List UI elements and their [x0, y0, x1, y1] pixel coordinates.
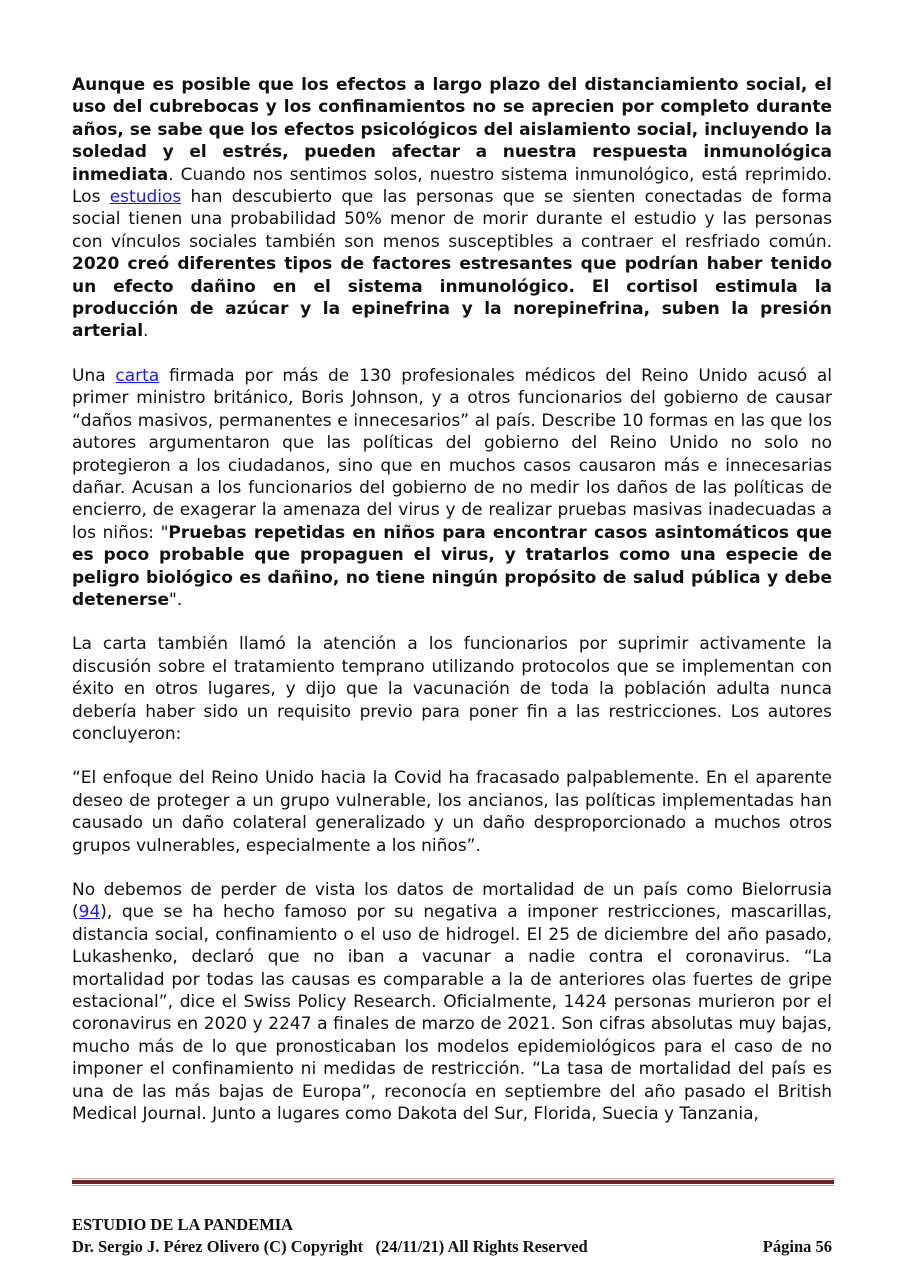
- bold-quote: Pruebas repetidas en niños para encontrar casos asintomáticos que es poco probable que propaguen el virus, y tratarlos como una especie de peligro biológico es dañino, no tiene ningún propósito de salud pública y debe detenerse: [72, 522, 832, 610]
- paragraph-2: [72, 365, 832, 611]
- page-footer: [72, 1214, 832, 1258]
- bold-text: 2020 creó diferentes tipos de factores estresantes que podrían haber tenido un efecto dañino en el sistema inmunológico. El cortisol estimula la producción de azúcar y la epinefrina y la norepinefrina, suben la presión arterial: [72, 254, 832, 342]
- paragraph-1: [72, 74, 832, 343]
- text: han descubierto que las personas que se sienten conectadas de forma social tienen una probabilidad 50% menor de morir durante el estudio y las personas con vínculos sociales también son menos susceptibles a contraer el resfriado común.: [72, 187, 832, 252]
- text: .: [143, 321, 149, 342]
- paragraph-3: La carta también llamó la atención a los funcionarios por suprimir activamente la discusión sobre el tratamiento temprano utilizando protocolos que se implementan con éxito en otros lugares, y dijo que la vacunación de toda la población adulta nunca debería haber sido un requisito previo para poner fin a las restricciones. Los autores concluyeron:: [72, 634, 832, 744]
- text: ".: [169, 589, 183, 610]
- document-body: [72, 74, 832, 1147]
- footer-copyright: Dr. Sergio J. Pérez Olivero (C) Copyright (24/11/21) All Rights Reserved: [72, 1237, 588, 1256]
- text: Una: [72, 365, 116, 386]
- footer-divider: [72, 1178, 834, 1186]
- paragraph-5: [72, 879, 832, 1125]
- text: firmada por más de 130 profesionales médicos del Reino Unido acusó al primer ministro británico, Boris Johnson, y a otros funcionarios del gobierno de causar “daños masivos, permanentes e innecesarios” al país. Describe 10 formas en las que los autores argumentaron que las políticas del gobierno del Reino Unido no solo no protegieron a los ciudadanos, sino que en muchos casos causaron más e innecesarias dañar. Acusan a los funcionarios del gobierno de no medir los daños de las políticas de encierro, de exagerar la amenaza del virus y de realizar pruebas masivas inadecuadas a los niños: ": [72, 365, 832, 543]
- paragraph-4-quote: “El enfoque del Reino Unido hacia la Covid ha fracasado palpablemente. En el aparente deseo de proteger a un grupo vulnerable, los ancianos, las políticas implementadas han causado un daño colateral generalizado y un daño desproporcionado a muchos otros grupos vulnerables, especialmente a los niños”.: [72, 768, 832, 856]
- footer-title: ESTUDIO DE LA PANDEMIA: [72, 1215, 294, 1234]
- text: . Cuando nos sentimos solos, nuestro sistema inmunológico, está reprimido. Los: [72, 164, 832, 208]
- page-number: Página 56: [762, 1237, 832, 1256]
- link-carta[interactable]: carta: [115, 365, 160, 386]
- text: ), que se ha hecho famoso por su negativa a imponer restricciones, mascarillas, distancia social, confinamiento o el uso de hidrogel. El 25 de diciembre del año pasado, Lukashenko, declaró que no iban a vacunar a nadie contra el coronavirus. “La mortalidad por todas las causas es comparable a la de anteriores olas fuertes de gripe estacional”, dice el Swiss Policy Research. Oficialmente, 1424 personas murieron por el coronavirus en 2020 y 2247 a finales de marzo de 2021. Son cifras absolutas muy bajas, mucho más de lo que pronosticaban los modelos epidemiológicos para el caso de no imponer el confinamiento ni medidas de restricción. “La tasa de mortalidad del país es una de las más bajas de Europa”, reconocía en septiembre del año pasado el British Medical Journal. Junto a lugares como Dakota del Sur, Florida, Suecia y Tanzania,: [72, 902, 832, 1125]
- link-estudios[interactable]: estudios: [109, 187, 182, 208]
- text: No debemos de perder de vista los datos de mortalidad de un país como Bielorrusia (: [72, 880, 832, 923]
- link-reference-94[interactable]: 94: [78, 902, 101, 923]
- bold-text: Aunque es posible que los efectos a largo plazo del distanciamiento social, el uso del cubrebocas y los confinamientos no se aprecien por completo durante años, se sabe que los efectos psicológicos del aislamiento social, incluyendo la soledad y el estrés, pueden afectar a nuestra respuesta inmunológica inmediata: [72, 75, 832, 185]
